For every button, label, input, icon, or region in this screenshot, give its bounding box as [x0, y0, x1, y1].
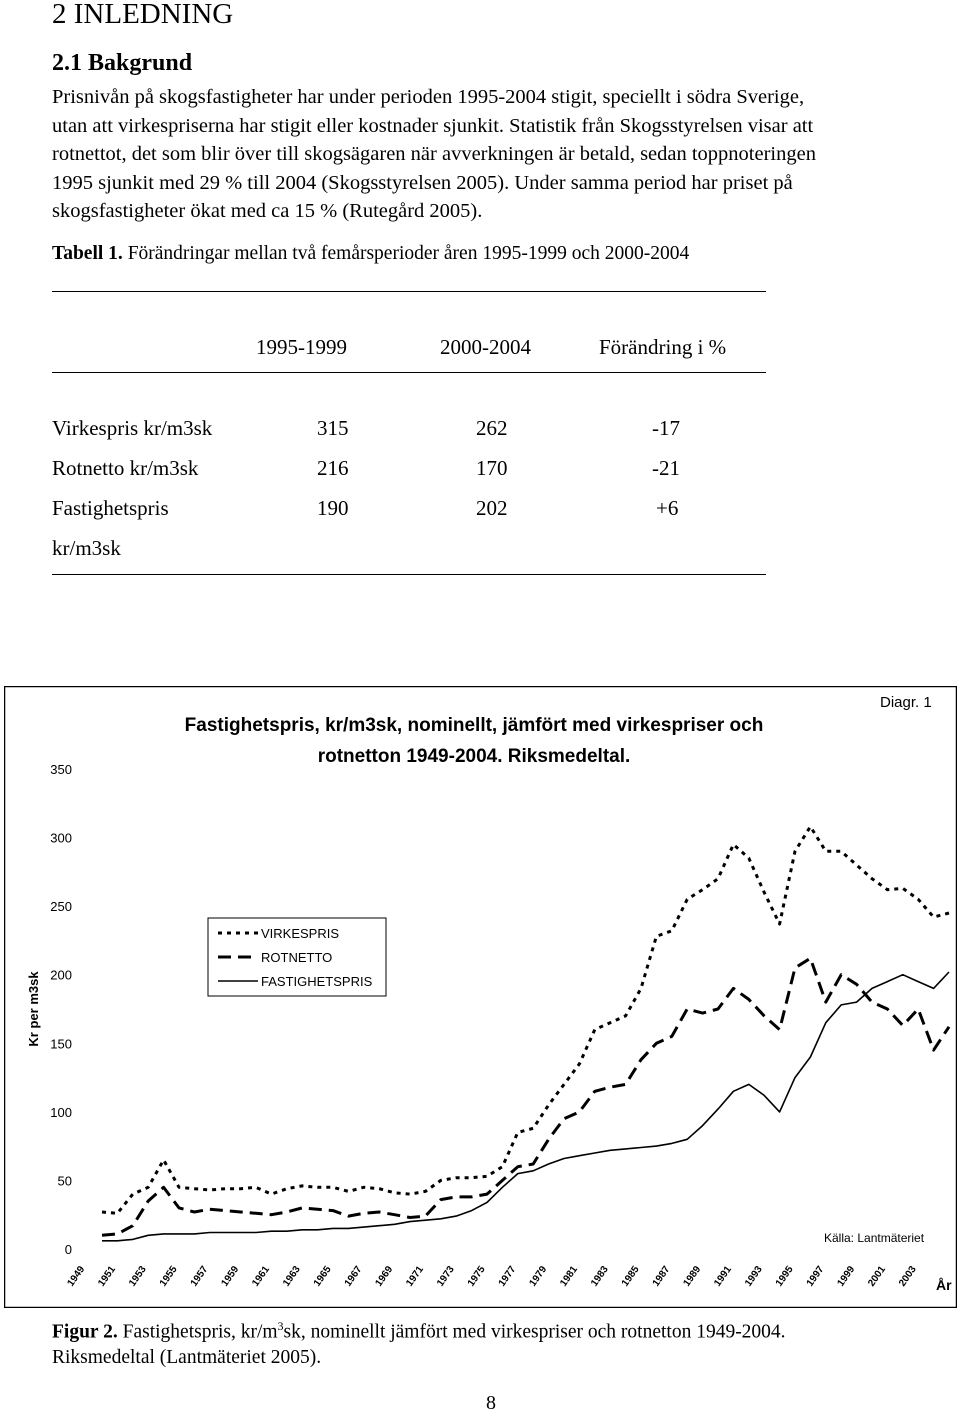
table-caption-text: Förändringar mellan två femårsperioder åren 1995-1999 och 2000-2004 — [122, 243, 690, 264]
x-tick-label: 1963 — [281, 1264, 303, 1289]
x-tick-label: 1995 — [773, 1264, 796, 1289]
x-tick-label: 1993 — [743, 1264, 765, 1289]
table-cell: 190 — [317, 496, 349, 520]
superscript: 3 — [277, 1319, 284, 1333]
y-tick-label: 350 — [50, 762, 72, 777]
table-rule-top — [52, 291, 766, 292]
figure-caption-line: Riksmedeltal (Lantmäteriet 2005). — [52, 1346, 322, 1368]
x-tick-label: 1983 — [589, 1264, 611, 1289]
table-caption — [52, 243, 689, 265]
row-label: Rotnetto kr/m3sk — [52, 456, 199, 480]
body-paragraph — [52, 83, 932, 226]
x-tick-label: 1973 — [435, 1264, 457, 1289]
x-tick-label: 1999 — [835, 1264, 858, 1289]
chart-title-line: Fastighetspris, kr/m3sk, nominellt, jämfört med virkespriser och — [184, 715, 764, 736]
figure-caption-text: Fastighetspris, kr/m — [117, 1321, 278, 1343]
table-cell: -17 — [652, 416, 680, 440]
x-tick-label: 1975 — [465, 1264, 488, 1289]
row-label: Virkespris kr/m3sk — [52, 416, 213, 440]
x-tick-label: 1949 — [65, 1264, 88, 1289]
x-tick-label: 1953 — [127, 1264, 149, 1289]
figure-caption-text: sk, nominellt jämfört med virkespriser och rotnetton 1949-2004. — [283, 1321, 786, 1343]
y-axis-label: Kr per m3sk — [26, 971, 41, 1047]
x-tick-label: 1991 — [712, 1264, 735, 1289]
y-tick-label: 300 — [50, 830, 72, 846]
line-chart — [4, 686, 957, 1308]
x-tick-label: 1965 — [311, 1264, 334, 1289]
x-tick-label: 1967 — [342, 1264, 365, 1289]
x-tick-label: 2001 — [866, 1264, 889, 1289]
x-tick-label: 2003 — [897, 1264, 919, 1289]
legend-label: ROTNETTO — [261, 950, 333, 965]
y-tick-label: 50 — [57, 1173, 72, 1189]
legend-label: FASTIGHETSPRIS — [261, 974, 373, 989]
section-heading: 2.1 Bakgrund — [52, 50, 193, 76]
x-tick-label: 1955 — [157, 1264, 180, 1289]
x-tick-label: 1961 — [250, 1264, 273, 1289]
column-header: 1995-1999 — [256, 335, 347, 359]
page-heading: 2 INLEDNING — [52, 0, 234, 30]
table-cell: 216 — [317, 456, 349, 480]
table-caption-label: Tabell 1. — [52, 243, 123, 264]
x-tick-label: 1951 — [96, 1264, 119, 1289]
table-cell: +6 — [656, 496, 679, 520]
chart-corner-label: Diagr. 1 — [880, 694, 932, 711]
y-tick-label: 250 — [50, 899, 72, 915]
y-tick-label: 0 — [64, 1242, 72, 1257]
legend-label: VIRKESPRIS — [261, 926, 340, 941]
paragraph-line: rotnettot, det som blir över till skogsägaren när avverkningen är betald, sedan toppnoteringen — [52, 143, 816, 165]
table-rule-bottom — [52, 574, 766, 575]
chart-title-line: rotnetton 1949-2004. Riksmedeltal. — [317, 746, 631, 767]
x-tick-label: 1979 — [527, 1264, 550, 1289]
row-label-continuation: kr/m3sk — [52, 536, 121, 560]
column-header: Förändring i % — [599, 335, 727, 359]
y-tick-label: 150 — [50, 1036, 72, 1052]
table-cell: 315 — [317, 416, 349, 440]
table-cell: 202 — [476, 496, 508, 520]
figure-caption — [52, 1314, 786, 1370]
x-tick-label: 1977 — [496, 1264, 519, 1289]
x-tick-label: 1981 — [558, 1264, 581, 1289]
x-tick-label: 1959 — [219, 1264, 242, 1289]
table-cell: 170 — [476, 456, 508, 480]
source-note: Källa: Lantmäteriet — [824, 1231, 925, 1245]
x-tick-label: 1989 — [681, 1264, 704, 1289]
table-cell: -21 — [652, 456, 680, 480]
table-rule-header — [52, 372, 766, 373]
table-cell: 262 — [476, 416, 508, 440]
figure-caption-label: Figur 2. — [52, 1321, 118, 1343]
y-tick-label: 100 — [50, 1104, 72, 1120]
chart-frame — [5, 687, 957, 1308]
x-tick-label: 1997 — [804, 1264, 827, 1289]
x-tick-label: 1985 — [619, 1264, 642, 1289]
page-number: 8 — [486, 1392, 496, 1414]
x-tick-label: 1969 — [373, 1264, 396, 1289]
paragraph-line: 1995 sjunkit med 29 % till 2004 (Skogsstyrelsen 2005). Under samma period har priset på — [52, 171, 793, 194]
x-tick-label: 1987 — [650, 1264, 673, 1289]
y-tick-label: 200 — [50, 967, 72, 983]
paragraph-line: skogsfastigheter ökat med ca 15 % (Rutegård 2005). — [52, 200, 483, 222]
x-tick-label: 1957 — [188, 1264, 211, 1289]
paragraph-line: Prisnivån på skogsfastigheter har under perioden 1995-2004 stigit, speciellt i södra Sverige, — [52, 86, 805, 108]
x-tick-label: 1971 — [404, 1264, 427, 1289]
row-label: Fastighetspris — [52, 496, 169, 520]
x-axis-label: År — [936, 1277, 952, 1293]
paragraph-line: utan att virkespriserna har stigit eller kostnader sjunkit. Statistik från Skogsstyrelsen visar att — [52, 114, 814, 137]
figure-caption-line — [52, 1314, 786, 1345]
column-header: 2000-2004 — [440, 335, 531, 359]
